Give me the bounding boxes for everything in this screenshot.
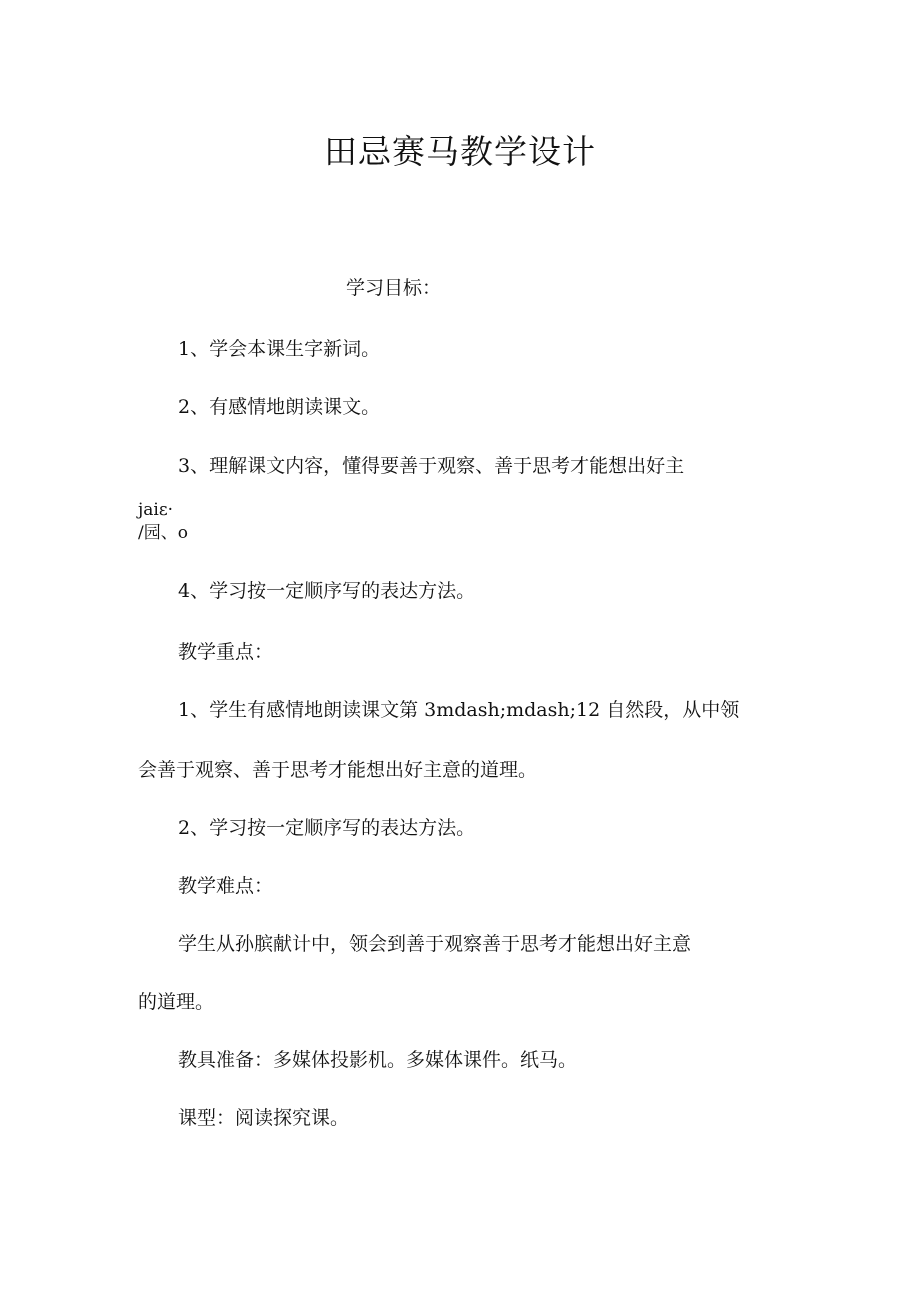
document-title: 田忌赛马教学设计: [324, 132, 596, 171]
difficulty-line-1: 学生从孙膑献计中，领会到善于观察善于思考才能想出好主意: [178, 933, 692, 955]
materials-line: 教具准备：多媒体投影机。多媒体课件。纸马。: [178, 1049, 578, 1071]
objectives-heading: 学习目标：: [346, 277, 442, 299]
lesson-type-line: 课型：阅读探究课。: [178, 1107, 350, 1129]
garbled-text-2: /园、o: [138, 523, 188, 543]
difficulty-line-2: 的道理。: [138, 991, 215, 1013]
objective-2: 2、有感情地朗读课文。: [178, 396, 381, 418]
objective-1: 1、学会本课生字新词。: [178, 338, 381, 360]
objective-4: 4、学习按一定顺序写的表达方法。: [178, 580, 476, 602]
garbled-text-1: jaiε·: [138, 500, 174, 520]
key-point-1-line-2: 会善于观察、善于思考才能想出好主意的道理。: [138, 759, 538, 781]
key-points-heading: 教学重点：: [178, 641, 274, 663]
difficulty-heading: 教学难点：: [178, 875, 274, 897]
key-point-1-line-1: 1、学生有感情地朗读课文第 3mdash;mdash;12 自然段，从中领: [178, 699, 740, 721]
key-point-2: 2、学习按一定顺序写的表达方法。: [178, 817, 476, 839]
objective-3: 3、理解课文内容，懂得要善于观察、善于思考才能想出好主: [178, 455, 685, 477]
